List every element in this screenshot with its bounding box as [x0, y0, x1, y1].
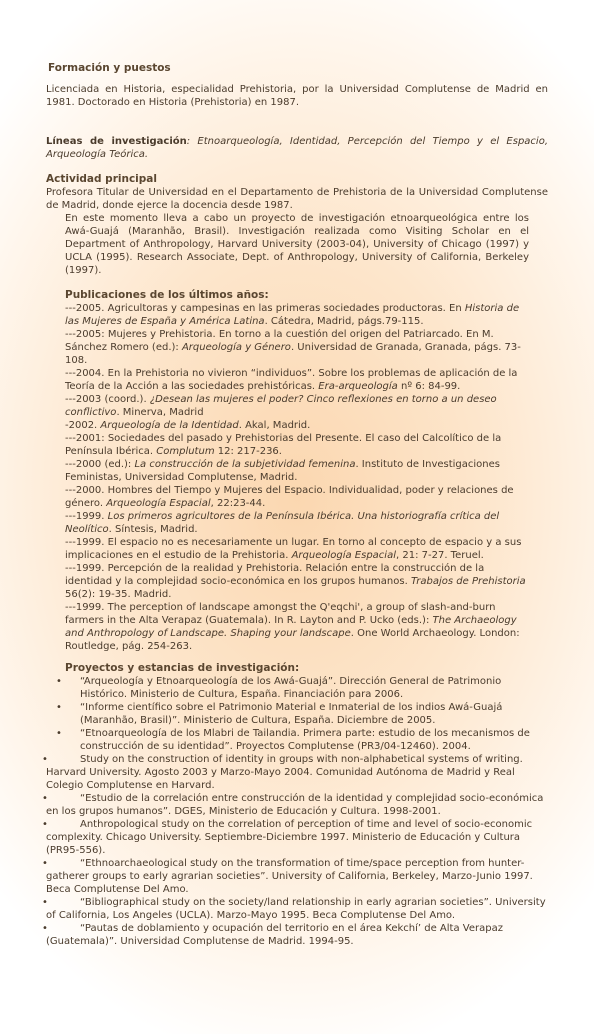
publication-title: Complutum [156, 446, 215, 457]
publication-reference: . Instituto de Investigaciones Feministas, Universidad Complutense, Madrid. [65, 459, 500, 483]
publication-text: ---1999. The perception of landscape amongst the Q'eqchi', a group of slash-and-burn farmers in the Alta Verapaz (Guatemala). In R. Layton and P. Ucko (eds.): [65, 602, 496, 626]
publication-item [65, 536, 529, 562]
publication-text: ---1999. El espacio no es necesariamente un lugar. En torno al concepto de espacio y a sus implicaciones en el estudio de la Prehistoria. [65, 537, 522, 561]
publication-reference: , 21: 7-27. Teruel. [396, 550, 484, 561]
publication-reference: 12: 217-236. [214, 446, 282, 457]
publication-reference: . Minerva, Madrid [116, 407, 204, 418]
publication-item [65, 458, 529, 484]
lineas-paragraph [46, 135, 548, 161]
proyecto-item: • Anthropological study on the correlation of perception of time and level of socio-economic complexity. Chicago University. Septiembre-Diciembre 1997. Ministerio de Educación y Cultura (PR95-556). [46, 818, 548, 857]
proyecto-item: • Study on the construction of identity in groups with non-alphabetical systems of writing. Harvard University. Agosto 2003 y Marzo-Mayo 2004. Comunidad Autónoma de Madrid y Real Colegio Complutense en Harvard. [46, 753, 548, 792]
publication-reference: . Universidad de Granada, Granada, págs. 73-108. [65, 342, 521, 366]
publication-title: Era-arqueología [318, 381, 398, 392]
publication-item [65, 562, 529, 601]
publication-reference: . One World Archaeology. London: Routledge, pág. 254-263. [65, 628, 520, 652]
publication-reference: , 22:23-44. [210, 498, 266, 509]
publication-item [65, 367, 529, 393]
actividad-text: Profesora Titular de Universidad en el Departamento de Prehistoria de la Universidad Complutense de Madrid, donde ejerce la docencia desde 1987. [46, 187, 548, 211]
publication-title: Arqueología y Género [181, 342, 291, 353]
formacion-title: Formación y puestos [48, 62, 171, 74]
publicaciones-list [65, 302, 529, 653]
publication-reference: . Akal, Madrid. [238, 420, 311, 431]
formacion-text: Licenciada en Historia, especialidad Prehistoria, por la Universidad Complutense de Madrid en 1981. Doctorado en Historia (Prehistoria) en 1987. [46, 84, 548, 108]
publication-text: ---1999. Percepción de la realidad y Prehistoria. Relación entre la construcción de la identidad y la complejidad socio-económica en los grupos humanos. [65, 563, 485, 587]
publication-item [65, 302, 529, 328]
publicaciones-title: Publicaciones de los últimos años: [65, 289, 269, 301]
publication-text: -2002. [65, 420, 101, 431]
publication-text: ---2005. Agricultoras y campesinas en las primeras sociedades productoras. En [65, 303, 465, 314]
lineas-label: Líneas de investigación [46, 136, 187, 147]
publication-reference: . Síntesis, Madrid. [108, 524, 198, 535]
publication-text: ---2000 (ed.): [65, 459, 135, 470]
formacion-section [46, 62, 548, 109]
publication-item [65, 432, 529, 458]
publication-text: ---2005: Mujeres y Prehistoria. En torno a la cuestión del origen del Patriarcado. En M. Sánchez Romero (ed.): [65, 329, 494, 353]
publication-title: Arqueología Espacial [291, 550, 396, 561]
publication-reference: 56(2): 19-35. Madrid. [65, 589, 172, 600]
publication-item [65, 601, 529, 653]
publication-item [65, 393, 529, 419]
publication-item [65, 484, 529, 510]
lineas-section [46, 135, 548, 161]
publication-title: Los primeros agricultores de la Península Ibérica. Una historiografía crítica del Neolítico [65, 511, 500, 535]
actividad-section [46, 173, 548, 277]
publication-item [65, 328, 529, 367]
actividad-title: Actividad principal [46, 173, 157, 185]
proyectos-title: Proyectos y estancias de investigación: [65, 662, 300, 674]
publication-title: La construcción de la subjetividad femenina [134, 459, 356, 470]
proyectos-section [46, 662, 548, 948]
lineas-text: : Etnoarqueología, Identidad, Percepción del Tiempo y el Espacio, Arqueología Teórica. [46, 136, 548, 160]
publication-item [65, 419, 529, 432]
actividad-project: En este momento lleva a cabo un proyecto de investigación etnoarqueológica entre los Awá-Guajá (Maranhão, Brasil). Investigación realizada como Visiting Scholar en el Department of Anthropology, Harvard University (2003-04), University of Chicago (1997) y UCLA (1995). Research Associate, Dept. of Anthropology, University of California, Berkeley (1997). [65, 213, 529, 276]
publication-text: ---2000. Hombres del Tiempo y Mujeres del Espacio. Individualidad, poder y relaciones de género. [65, 485, 514, 509]
publication-title: Historia de las Mujeres de España y América Latina [65, 303, 520, 327]
publication-text: ---2004. En la Prehistoria no vivieron “individuos”. Sobre los problemas de aplicación de la Teoría de la Acción a las sociedades prehistóricas. [65, 368, 518, 392]
publication-reference: . Cátedra, Madrid, págs.79-115. [264, 316, 424, 327]
publication-reference: nº 6: 84-99. [397, 381, 461, 392]
publication-item [65, 510, 529, 536]
publication-title: Trabajos de Prehistoria [410, 576, 526, 587]
publicaciones-section [46, 289, 548, 653]
proyecto-item: • “Bibliographical study on the society/land relationship in early agrarian societies”. University of California, Los Angeles (UCLA). Marzo-Mayo 1995. Beca Complutense Del Amo. [46, 896, 548, 922]
publication-text: ---2001: Sociedades del pasado y Prehistorias del Presente. El caso del Calcolítico de la Península Ibérica. [65, 433, 502, 457]
publication-title: Arqueología Espacial [106, 498, 211, 509]
proyecto-item: • “Estudio de la correlación entre construcción de la identidad y complejidad socio-económica en los grupos humanos”. DGES, Ministerio de Educación y Cultura. 1998-2001. [46, 792, 548, 818]
publication-text: ---2003 (coord.). [65, 394, 150, 405]
proyecto-item: • “Informe científico sobre el Patrimonio Material e Inmaterial de los indios Awá-Guajá (Maranhão, Brasil)”. Ministerio de Cultura, España. Diciembre de 2005. [46, 701, 548, 727]
proyecto-item: • “Arqueología y Etnoarqueología de los Awá-Guajá”. Dirección General de Patrimonio Histórico. Ministerio de Cultura, España. Financiación para 2006. [46, 675, 548, 701]
proyectos-list [46, 675, 548, 948]
proyecto-item: • “Ethnoarchaeological study on the transformation of time/space perception from hunter-gatherer groups to early agrarian societies”. University of California, Berkeley, Marzo-Junio 1997. Beca Complutense Del Amo. [46, 857, 548, 896]
publication-title: The Archaeology and Anthropology of Landscape. Shaping your landscape [65, 615, 517, 639]
publication-title: Arqueología de la Identidad [100, 420, 239, 431]
proyecto-item: • “Pautas de doblamiento y ocupación del territorio en el área Kekchí’ de Alta Verapaz (Guatemala)”. Universidad Complutense de Madrid. 1994-95. [46, 922, 548, 948]
proyecto-item: • “Etnoarqueología de los Mlabri de Tailandia. Primera parte: estudio de los mecanismos de construcción de su identidad”. Proyectos Complutense (PR3/04-12460). 2004. [46, 727, 548, 753]
publication-title: ¿Desean las mujeres el poder? Cinco reflexiones en torno a un deseo conflictivo [65, 394, 497, 418]
publication-text: ---1999. [65, 511, 108, 522]
